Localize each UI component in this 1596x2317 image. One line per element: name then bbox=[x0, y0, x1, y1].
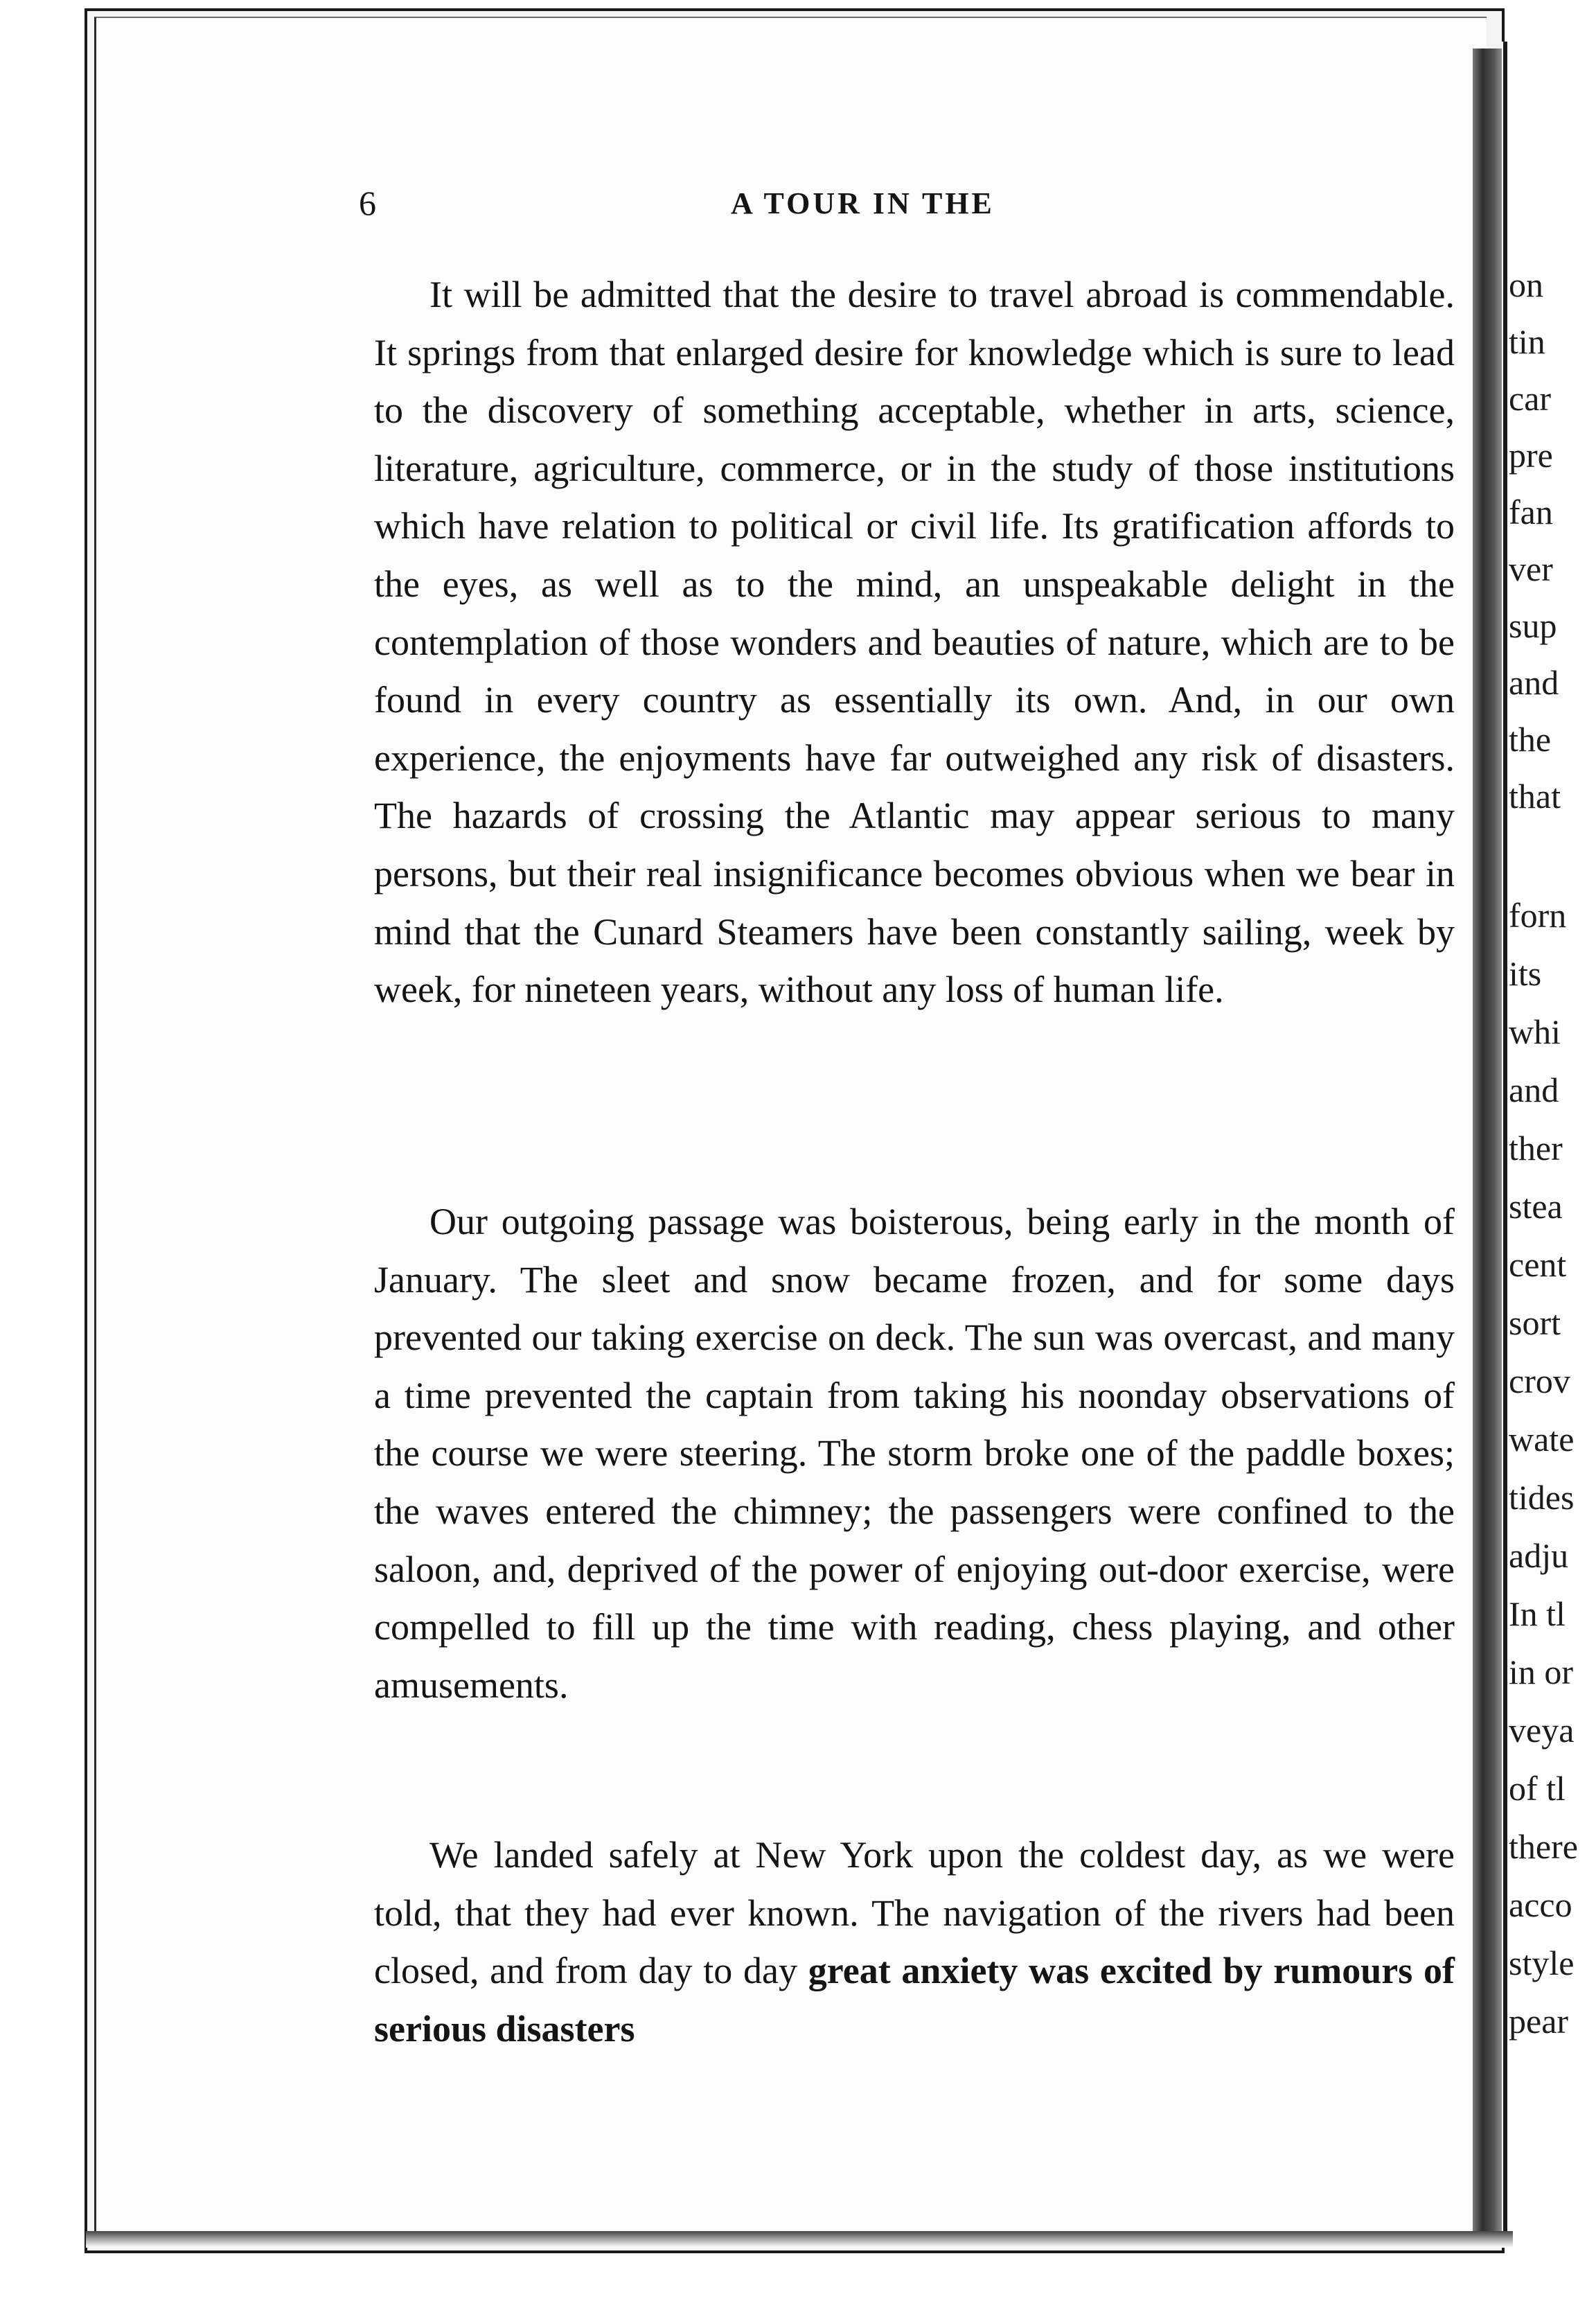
facing-page-fragment: wate bbox=[1509, 1420, 1575, 1459]
facing-page-fragment: car bbox=[1509, 379, 1552, 418]
page-bottom-shadow bbox=[86, 2231, 1513, 2248]
scan-margin bbox=[0, 0, 83, 2317]
facing-page-fragment: veya bbox=[1509, 1711, 1575, 1750]
facing-page-fragment: crov bbox=[1509, 1362, 1570, 1400]
facing-page-fragment: in or bbox=[1509, 1653, 1574, 1691]
running-head-title: A TOUR IN THE bbox=[731, 186, 995, 220]
facing-page-edge bbox=[1503, 42, 1507, 2231]
paragraph-3-text bbox=[374, 1826, 1455, 2058]
paragraph-3-start: We landed safely at New York upon the coldest day, as we were told, that they had ever known. The navigation of the rivers had been closed, and from day to day bbox=[374, 1834, 1455, 1992]
facing-page-fragment: on bbox=[1509, 265, 1543, 304]
paragraph-2-text: Our outgoing passage was boisterous, being early in the month of January. The sleet and snow became frozen, and for some days prevented our taking exercise on deck. The sun was overcast, and many a time prevented the captain from taking his noonday observations of the course we were steering. The storm broke one of the paddle boxes; the waves entered the chimney; the passengers were confined to the saloon, and, deprived of the power of enjoying out-door exercise, were compelled to fill up the time with reading, chess playing, and other amusements. bbox=[374, 1201, 1455, 1706]
facing-page-fragment: that bbox=[1509, 777, 1561, 816]
facing-page-fragment: ther bbox=[1509, 1129, 1563, 1168]
paragraph-1-text: It will be admitted that the desire to travel abroad is commendable. It springs from that enlarged desire for knowledge which is sure to lead to the discovery of something acceptable, whether in arts, science, literature, agriculture, commerce, or in the study of those institutions which have relation to political or civil life. Its gratification affords to the eyes, as well as to the mind, an unspeakable delight in the contemplation of those wonders and beauties of nature, which are to be found in every country as essentially its own. And, in our own experience, the enjoyments have far outweighed any risk of disasters. The hazards of crossing the Atlantic may appear serious to many persons, but their real insignificance becomes obvious when we bear in mind that the Cunard Steamers have been constantly sailing, week by week, for nineteen years, without any loss of human life. bbox=[374, 274, 1455, 1011]
paragraph-1 bbox=[374, 266, 1455, 1019]
facing-page-fragment: style bbox=[1509, 1944, 1575, 1982]
facing-page-fragment: fan bbox=[1509, 493, 1553, 531]
facing-page-fragment: tides bbox=[1509, 1478, 1575, 1517]
facing-page-fragment: pear bbox=[1509, 2002, 1569, 2041]
facing-page-fragment: cent bbox=[1509, 1245, 1567, 1284]
facing-page-fragment: forn bbox=[1509, 896, 1567, 935]
facing-page-fragment: and bbox=[1509, 663, 1559, 702]
facing-page-fragment: stea bbox=[1509, 1187, 1563, 1226]
facing-page-fragment: adju bbox=[1509, 1536, 1569, 1575]
facing-page-fragment: acco bbox=[1509, 1885, 1572, 1924]
facing-page-fragment: sup bbox=[1509, 606, 1557, 645]
facing-page-fragment: pre bbox=[1509, 436, 1553, 475]
facing-page-fragment: there bbox=[1509, 1827, 1578, 1866]
facing-page-fragment: ver bbox=[1509, 549, 1553, 588]
facing-page-fragment: tin bbox=[1509, 322, 1545, 361]
page-number: 6 bbox=[359, 184, 376, 222]
facing-page-fragment: In tl bbox=[1509, 1594, 1566, 1633]
paragraph-3 bbox=[374, 1826, 1455, 2058]
paragraph-3-end: great anxiety was excited by rumours of serious disasters bbox=[374, 1950, 1455, 2050]
facing-page-fragment: whi bbox=[1509, 1012, 1561, 1051]
facing-page-fragment: its bbox=[1509, 954, 1542, 993]
facing-page-fragment: sort bbox=[1509, 1303, 1561, 1342]
facing-page-fragment: of tl bbox=[1509, 1769, 1566, 1808]
facing-page-fragment: and bbox=[1509, 1071, 1559, 1109]
paragraph-2 bbox=[374, 1193, 1455, 1714]
facing-page-fragment: the bbox=[1509, 720, 1552, 759]
